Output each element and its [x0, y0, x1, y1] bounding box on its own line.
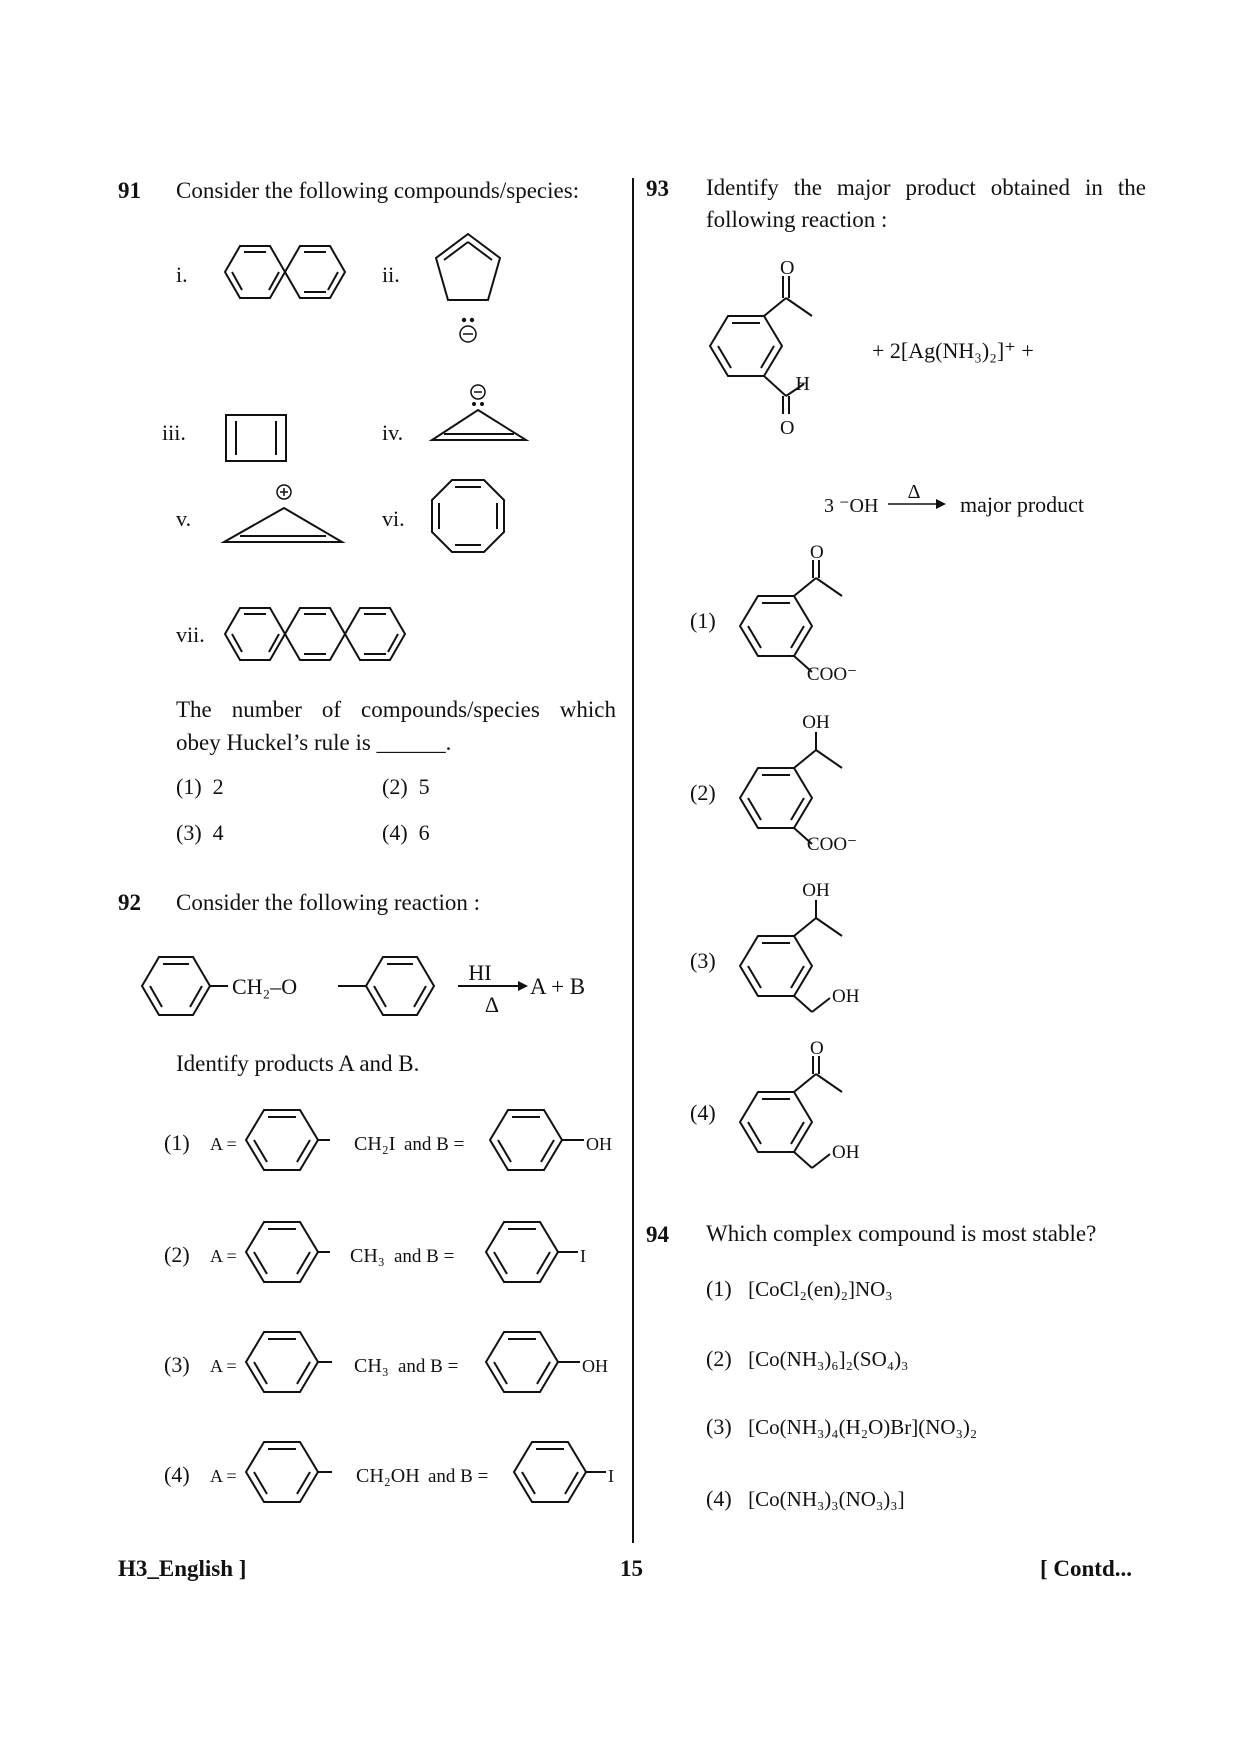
q93-number: 93: [646, 176, 669, 201]
q93-option-3[interactable]: [686, 880, 946, 1024]
q94-text: Which complex compound is most stable?: [706, 1221, 1097, 1246]
option-value: 6: [418, 820, 430, 845]
q94-option-1[interactable]: [706, 1276, 893, 1302]
q92-option-2[interactable]: [160, 1210, 630, 1294]
option-a-group: CH₃: [354, 1355, 389, 1377]
q94-option-3[interactable]: [706, 1414, 977, 1440]
q91-label-i: i.: [176, 262, 188, 287]
q93-major-product: major product: [960, 492, 1085, 517]
footer-paper-code: H3_English ]: [118, 1556, 247, 1581]
q94-option-4[interactable]: [706, 1486, 905, 1512]
option-formula: [Co(NH₃)₃(NO₃)₃]: [748, 1487, 905, 1511]
q92-heat-text: Δ: [484, 992, 500, 1017]
q92-text: Consider the following reaction :: [176, 890, 481, 915]
option-number: (1): [690, 608, 716, 633]
q92-linker-text: CH₂–O: [232, 974, 298, 999]
option-top-group: O: [810, 1038, 824, 1059]
option-top-group: OH: [802, 880, 830, 901]
option-number: (2): [164, 1242, 190, 1267]
q92-number: 92: [118, 890, 141, 915]
anthracene-structure: [222, 594, 422, 674]
option-a-label: A =: [210, 1356, 237, 1376]
option-number: (2): [690, 780, 716, 805]
q93-option-2[interactable]: [686, 712, 946, 856]
q93-reagent: + 2[Ag(NH₃)₂]⁺ +: [872, 338, 1034, 363]
q94-number: 94: [646, 1222, 669, 1247]
q93-reactant-structure: [700, 257, 850, 442]
q91-label-ii: ii.: [382, 262, 400, 287]
option-number: (3): [690, 948, 716, 973]
q93-conditions: [822, 480, 1122, 524]
option-bottom-group: COO⁻: [806, 664, 858, 685]
option-formula: [Co(NH₃)₄(H₂O)Br](NO₃)₂: [748, 1415, 978, 1439]
option-number: (3): [176, 820, 202, 845]
option-formula: [CoCl₂(en)₂]NO₃: [748, 1277, 893, 1301]
q93-reactant-o-bottom: O: [780, 417, 795, 439]
cyclopentadienyl-anion-structure: [428, 228, 508, 348]
option-b-group: I: [608, 1466, 614, 1486]
option-top-group: OH: [802, 712, 830, 733]
option-bottom-group: OH: [832, 1142, 860, 1163]
option-number: (4): [382, 820, 408, 845]
q91-label-vii: vii.: [176, 622, 205, 647]
option-number: (1): [706, 1276, 732, 1301]
cyclobutadiene-structure: [222, 412, 292, 464]
q92-option-3[interactable]: [160, 1320, 630, 1404]
option-top-group: O: [810, 542, 824, 563]
option-b-group: OH: [586, 1134, 612, 1154]
option-and-b: and B =: [404, 1134, 465, 1155]
option-and-b: and B =: [394, 1246, 455, 1267]
option-b-group: I: [580, 1246, 586, 1266]
footer-page-number: 15: [620, 1556, 643, 1581]
cyclooctatetraene-structure: [428, 476, 508, 556]
footer-contd: [ Contd...: [1040, 1556, 1133, 1581]
q91-stem-line1: The number of compounds/species which: [176, 697, 616, 722]
q91-number: 91: [118, 178, 141, 203]
option-number: (1): [164, 1130, 190, 1155]
q93-option-1[interactable]: [686, 542, 946, 688]
cyclopropenyl-anion-structure: [430, 382, 540, 444]
q93-base: 3 ⁻OH: [824, 495, 879, 517]
option-number: (2): [382, 774, 408, 799]
column-divider: [632, 178, 634, 1543]
option-and-b: and B =: [398, 1356, 459, 1377]
q93-option-4[interactable]: [686, 1040, 946, 1180]
option-value: 2: [212, 774, 224, 799]
q93-heat: Δ: [907, 481, 921, 503]
q93-reactant-h: H: [795, 373, 810, 395]
cyclopropenyl-cation-structure: [222, 482, 346, 546]
q93-text-line1: Identify the major product obtained in the: [706, 175, 1146, 200]
option-value: 4: [212, 820, 224, 845]
q91-label-vi: vi.: [382, 506, 405, 531]
q92-reaction-scheme: [140, 944, 610, 1030]
option-value: 5: [418, 774, 430, 799]
q91-option-2[interactable]: [382, 774, 430, 800]
option-number: (1): [176, 774, 202, 799]
option-number: (3): [706, 1414, 732, 1439]
q91-option-4[interactable]: [382, 820, 430, 846]
option-a-group: CH₂I: [354, 1133, 396, 1155]
q91-option-1[interactable]: [176, 774, 224, 800]
option-bottom-group: COO⁻: [806, 834, 858, 855]
q92-option-4[interactable]: [160, 1430, 630, 1514]
option-a-group: CH₃: [350, 1245, 385, 1267]
q91-label-iii: iii.: [162, 420, 186, 445]
option-number: (2): [706, 1346, 732, 1371]
q91-stem-line2: obey Huckel’s rule is ______.: [176, 730, 452, 755]
q91-text: Consider the following compounds/species:: [176, 178, 580, 203]
q91-label-iv: iv.: [382, 420, 404, 445]
q91-label-v: v.: [176, 506, 192, 531]
option-bottom-group: OH: [832, 986, 860, 1007]
option-a-label: A =: [210, 1246, 237, 1266]
option-number: (3): [164, 1352, 190, 1377]
q91-option-3[interactable]: [176, 820, 224, 846]
option-b-group: OH: [582, 1356, 608, 1376]
option-number: (4): [690, 1100, 716, 1125]
q92-option-1[interactable]: [160, 1098, 630, 1182]
q92-products-text: A + B: [530, 974, 586, 999]
q92-identify-text: Identify products A and B.: [176, 1051, 420, 1076]
option-a-label: A =: [210, 1466, 237, 1486]
q93-text-line2: following reaction :: [706, 207, 888, 232]
q92-reagent-text: HI: [468, 960, 492, 985]
q94-option-2[interactable]: [706, 1346, 908, 1372]
option-a-group: CH₂OH: [356, 1465, 420, 1487]
option-number: (4): [706, 1486, 732, 1511]
naphthalene-structure: [222, 232, 367, 312]
option-a-label: A =: [210, 1134, 237, 1154]
option-formula: [Co(NH₃)₆]₂(SO₄)₃: [748, 1347, 909, 1371]
option-number: (4): [164, 1462, 190, 1487]
option-and-b: and B =: [428, 1466, 489, 1487]
q93-reactant-o-top: O: [780, 257, 795, 279]
